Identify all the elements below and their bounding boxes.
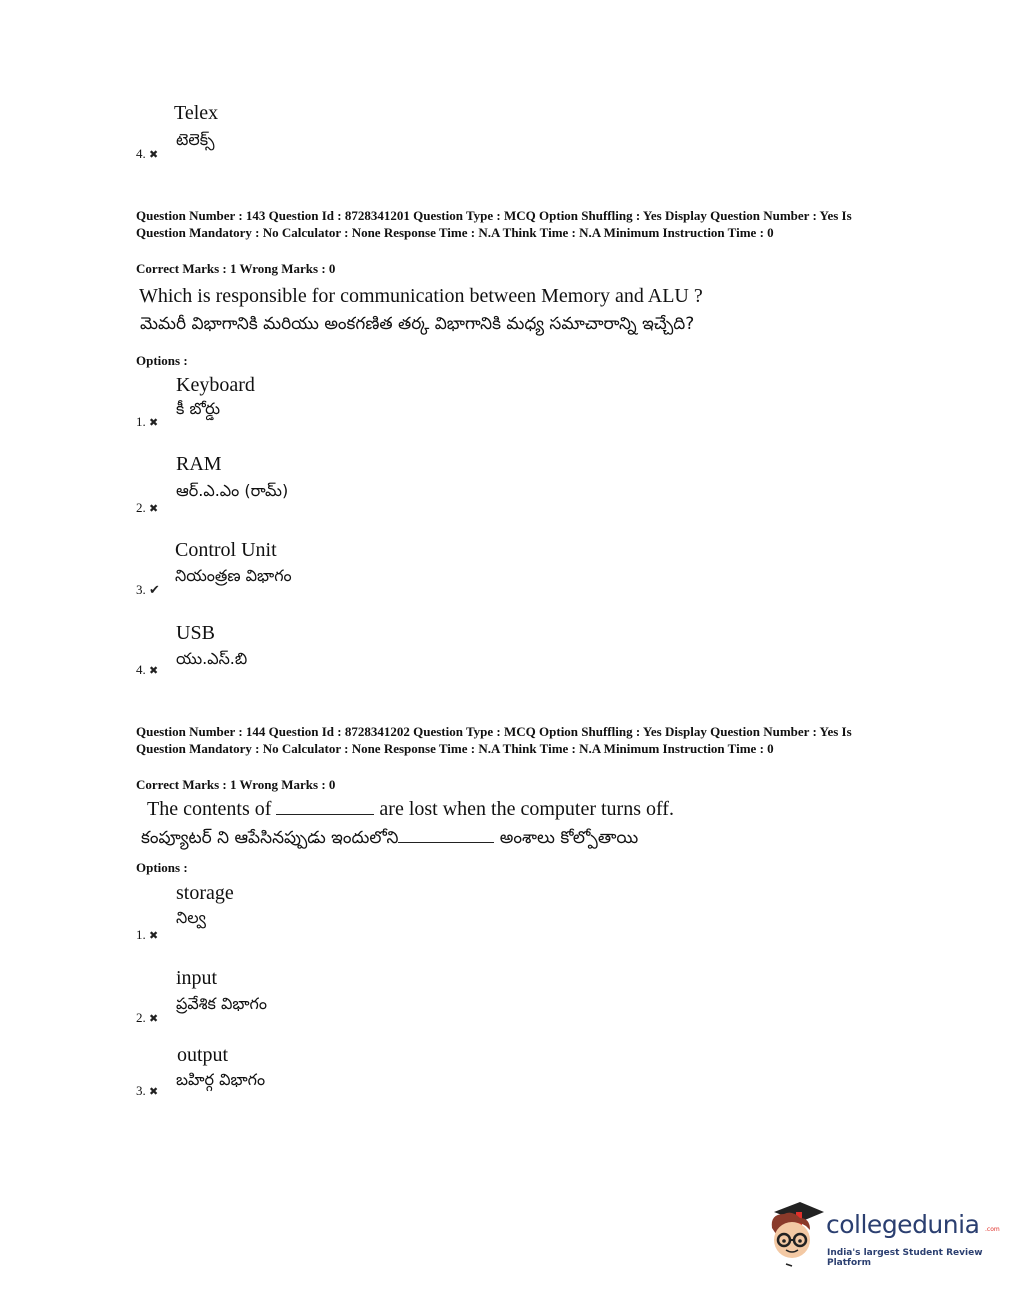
option-number: 2. ✖ xyxy=(136,1010,159,1025)
wrong-mark-icon: ✖ xyxy=(149,1086,159,1098)
option-english: Keyboard xyxy=(176,374,255,396)
question-143-meta: Question Number : 143 Question Id : 8728341201 Question Type : MCQ Option Shuffling : Yes Display Question Number : Yes Is Question Mandatory : No Calculator : None Response Time : N.A Think Time : N.A Minimum Instruction Time : 0 xyxy=(136,208,852,240)
option-telugu: నిల్వ xyxy=(176,908,206,927)
wrong-mark-icon: ✖ xyxy=(149,665,159,677)
collegedunia-tagline: India's largest Student Review Platform xyxy=(827,1248,983,1268)
wrong-mark-icon: ✖ xyxy=(149,930,159,942)
option-english: storage xyxy=(176,882,234,904)
option-english: USB xyxy=(176,622,215,644)
option-english: RAM xyxy=(176,453,222,475)
option-english: input xyxy=(176,967,218,989)
question-143-marks: Correct Marks : 1 Wrong Marks : 0 xyxy=(136,261,336,276)
option-english: Control Unit xyxy=(175,539,277,561)
wrong-mark-icon: ✖ xyxy=(149,417,159,429)
option-telugu: ఆర్.ఎ.ఎం (రామ్) xyxy=(176,481,289,500)
collegedunia-logo-text: collegedunia xyxy=(826,1210,980,1239)
option-number: 2. ✖ xyxy=(136,500,159,515)
collegedunia-logo-suffix: .com xyxy=(985,1226,1000,1233)
option-telugu: ప్రవేశిక విభాగం xyxy=(176,994,267,1013)
wrong-mark-icon: ✖ xyxy=(149,1013,159,1025)
option-number: 1. ✖ xyxy=(136,927,159,942)
question-143-text-telugu: మెమరీ విభాగానికి మరియు అంకగణిత తర్క విభాగానికి మధ్య సమాచారాన్ని ఇచ్చేది? xyxy=(140,314,695,334)
question-144-options-label: Options : xyxy=(136,860,188,875)
option-telugu: యు.ఎస్.బి xyxy=(176,649,248,668)
fill-in-blank xyxy=(276,798,374,815)
option-telugu: బహిర్గ విభాగం xyxy=(176,1070,266,1089)
correct-check-icon: ✔ xyxy=(149,582,160,597)
option-number: 4. ✖ xyxy=(136,662,159,677)
question-144-text-telugu: కంప్యూటర్ ని ఆపేసినప్పుడు ఇందులోని అంశాలు కోల్పోతాయి xyxy=(141,828,639,848)
option-telugu: కీ బోర్డు xyxy=(176,399,221,418)
prev-option-number: 4. ✖ xyxy=(136,146,159,161)
collegedunia-mascot-icon xyxy=(766,1198,826,1270)
question-143-options-label: Options : xyxy=(136,353,188,368)
option-english: output xyxy=(177,1044,229,1066)
question-144-text-english: The contents of are lost when the computer turns off. xyxy=(147,798,674,820)
option-number: 1. ✖ xyxy=(136,414,159,429)
option-number: 3. ✔ xyxy=(136,582,160,597)
question-144-meta: Question Number : 144 Question Id : 8728341202 Question Type : MCQ Option Shuffling : Yes Display Question Number : Yes Is Question Mandatory : No Calculator : None Response Time : N.A Think Time : N.A Minimum Instruction Time : 0 xyxy=(136,724,852,756)
question-144-marks: Correct Marks : 1 Wrong Marks : 0 xyxy=(136,777,336,792)
question-143-text-english: Which is responsible for communication between Memory and ALU ? xyxy=(139,285,703,307)
option-number: 3. ✖ xyxy=(136,1083,159,1098)
prev-option-telugu: టెలెక్స్ xyxy=(176,130,215,149)
option-telugu: నియంత్రణ విభాగం xyxy=(175,566,292,585)
prev-option-english: Telex xyxy=(174,102,219,124)
fill-in-blank xyxy=(398,828,494,843)
wrong-mark-icon: ✖ xyxy=(149,149,159,161)
wrong-mark-icon: ✖ xyxy=(149,503,159,515)
